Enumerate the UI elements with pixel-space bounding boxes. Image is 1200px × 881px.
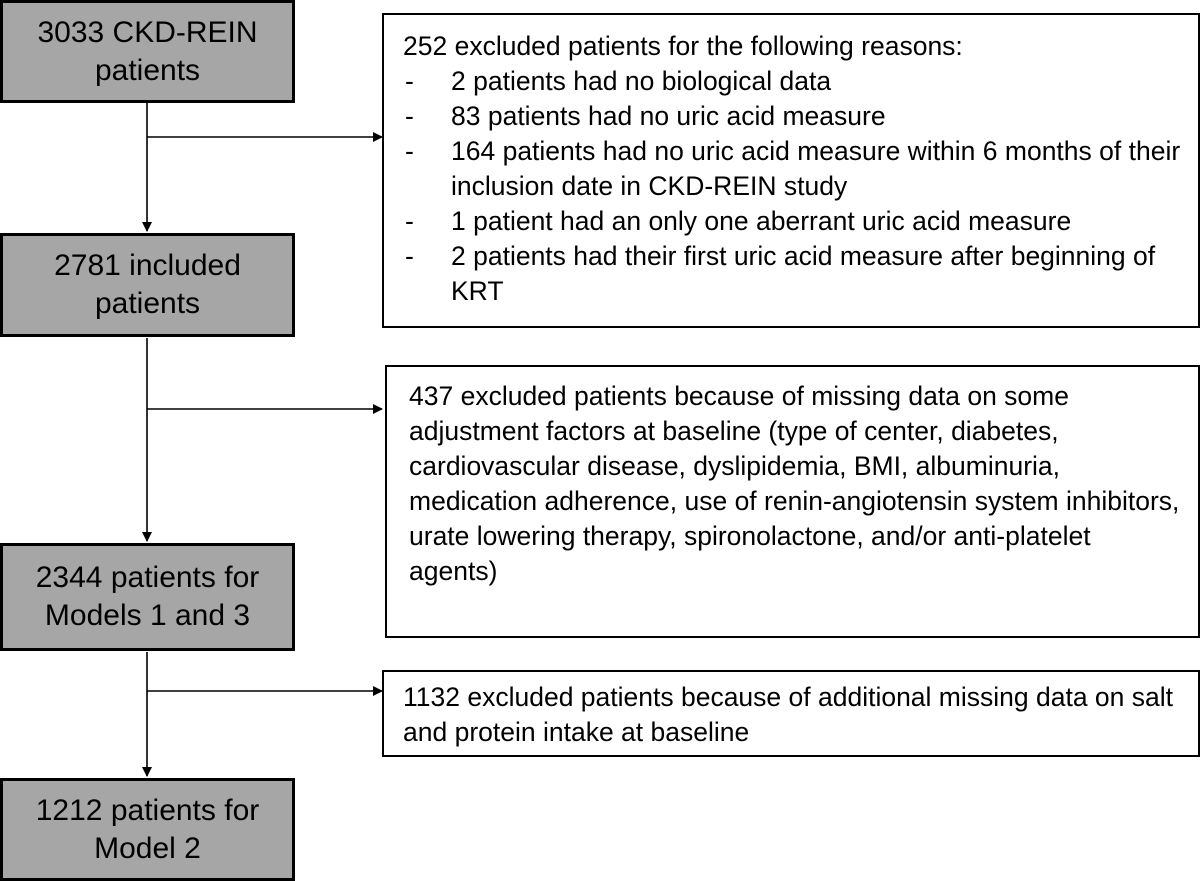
stage-box-included — [0, 233, 295, 337]
stage-label-line2: patients — [94, 53, 201, 87]
list-item: - 164 patients had no uric acid measure within 6 months of their inclusion date in CKD-REIN study — [403, 134, 1188, 204]
exclusion-box-2 — [385, 365, 1200, 638]
list-item: - 83 patients had no uric acid measure — [403, 99, 1188, 134]
list-item: - 2 patients had their first uric acid measure after beginning of KRT — [403, 239, 1188, 309]
stage-label-line2: patients — [94, 287, 201, 320]
list-item: - 1 patient had an only one aberrant uric acid measure — [403, 204, 1188, 239]
stage-label-line1: 2344 patients for — [35, 561, 260, 594]
stage-label-line1: 1212 patients for — [35, 793, 260, 827]
stage-box-models-1-3 — [0, 543, 295, 651]
list-item: - 2 patients had no biological data — [403, 64, 1188, 99]
stage-label-line1: 3033 CKD-REIN — [37, 15, 258, 49]
stage-box-model-2 — [0, 778, 295, 881]
exclusion-text: 1132 excluded patients because of additional missing data on salt and protein intake at baseline — [403, 682, 1174, 747]
exclusion-text: 437 excluded patients because of missing data on some adjustment factors at baseline (type of center, diabetes, cardiovascular disease, dyslipidemia, BMI, albuminuria, medication adherence, use of renin-angiotensin system inhibitors, urate lowering therapy, spironolactone, and/or anti-platelet agents) — [409, 381, 1180, 586]
exclusion-reason-list — [403, 64, 1188, 309]
exclusion-header: 252 excluded patients for the following reasons: — [403, 31, 963, 61]
exclusion-box-1 — [382, 13, 1200, 328]
stage-label-line2: Model 2 — [94, 831, 201, 865]
stage-label-line2: Models 1 and 3 — [44, 599, 251, 632]
exclusion-box-3 — [382, 670, 1200, 757]
stage-box-ckd-rein — [0, 0, 295, 103]
stage-label-line1: 2781 included — [54, 249, 241, 282]
